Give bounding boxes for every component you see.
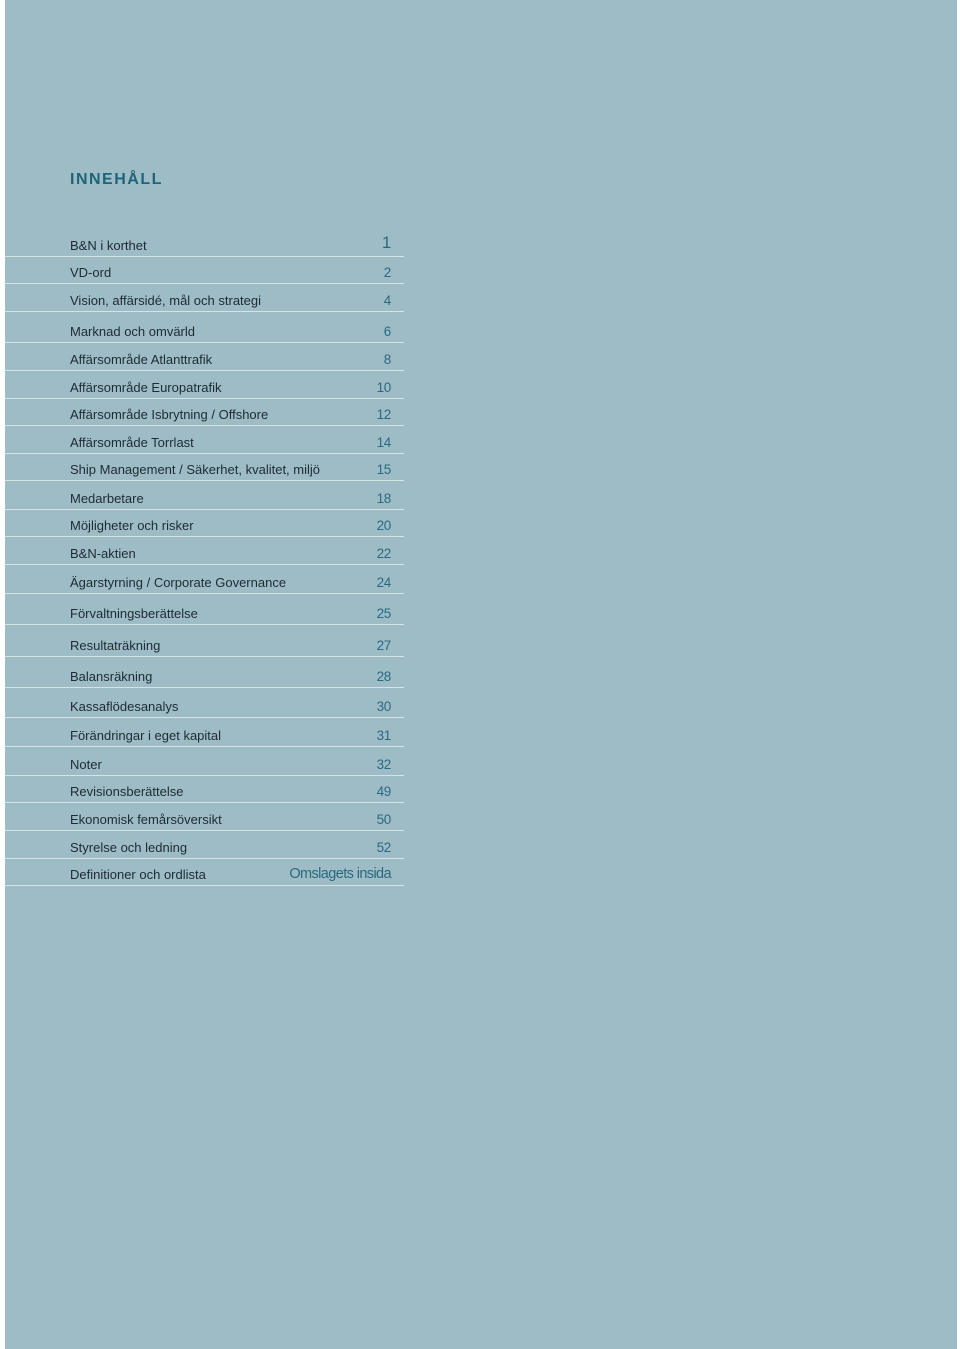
toc-entry-title: Affärsområde Europatrafik [70,379,222,395]
toc-entry [5,625,404,657]
toc-entry-title: Förvaltningsberättelse [70,606,198,621]
toc-entry-title: Marknad och omvärld [70,323,195,339]
toc-entry-page: 52 [376,839,391,855]
toc-entry [5,454,404,482]
toc-entry [5,426,404,454]
toc-entry-title: Förändringar i eget kapital [70,728,222,743]
toc-entry [5,688,404,718]
toc-entry-page: 2 [383,265,391,280]
toc-entry [5,481,404,510]
toc-entry-page: 27 [376,637,391,653]
toc-entry-page: 28 [376,668,391,684]
toc-entry-title: Revisionsberättelse [70,784,184,799]
toc-entry-page: 20 [376,518,391,533]
toc-entry-page: 10 [376,379,391,395]
toc-entry-page: 8 [383,352,391,367]
toc-entry [5,718,404,748]
toc-entry-page: 25 [376,606,391,621]
toc-entry-title: Vision, affärsidé, mål och strategi [70,292,262,308]
toc-entry-page: 50 [376,811,391,827]
toc-entry-title: Ekonomisk femårsöversikt [70,811,222,827]
toc-entry-title: Noter [70,756,102,772]
toc-entry [5,594,404,625]
toc-entry-page: 4 [383,292,391,308]
toc-entry [5,229,404,257]
toc-entry-title: Affärsområde Atlanttrafik [70,352,213,367]
toc-entry-page: 6 [383,323,391,339]
toc-heading: INNEHÅLL [70,171,163,188]
toc-entry [5,747,404,776]
toc-entry [5,776,404,804]
toc-entry-title: B&N i korthet [70,237,147,253]
toc-entry-page: 24 [376,575,391,590]
table-of-contents [5,229,404,886]
toc-entry [5,257,404,285]
toc-entry [5,803,404,831]
document-page [5,0,957,1349]
toc-entry-page: 14 [376,434,391,450]
toc-entry-page: 49 [376,784,391,799]
toc-entry [5,565,404,595]
toc-entry-title: Ship Management / Säkerhet, kvalitet, miljö [70,462,321,477]
toc-entry-page: 12 [376,407,391,422]
toc-entry-page: 18 [376,490,391,506]
toc-entry-title: Kassaflödesanalys [70,698,179,714]
toc-entry-title: Medarbetare [70,490,144,506]
toc-entry [5,399,404,427]
toc-entry [5,831,404,859]
toc-entry-title: Ägarstyrning / Corporate Governance [70,575,287,590]
toc-entry-page: 15 [376,462,391,477]
toc-entry-title: Styrelse och ledning [70,839,188,855]
toc-entry-page: 1 [381,232,391,252]
toc-entry [5,284,404,312]
toc-entry [5,657,404,688]
toc-entry [5,537,404,565]
toc-entry-page: 22 [376,545,391,561]
toc-entry-page: 32 [376,756,391,772]
toc-entry-title: Definitioner och ordlista [70,867,206,882]
toc-entry [5,312,404,343]
toc-entry-page: 30 [376,698,391,714]
toc-entry-title: Affärsområde Torrlast [70,434,194,450]
toc-entry [5,859,404,887]
toc-entry-page: Omslagets insida [289,866,391,882]
toc-entry-page: 31 [376,728,391,743]
toc-entry-title: B&N-aktien [70,545,136,561]
toc-entry-title: VD-ord [70,265,112,280]
toc-entry-title: Balansräkning [70,668,153,684]
toc-entry-title: Resultaträkning [70,637,161,653]
toc-entry [5,371,404,399]
toc-entry-title: Möjligheter och risker [70,518,194,533]
toc-entry-title: Affärsområde Isbrytning / Offshore [70,407,269,422]
toc-entry [5,510,404,538]
toc-entry [5,343,404,372]
